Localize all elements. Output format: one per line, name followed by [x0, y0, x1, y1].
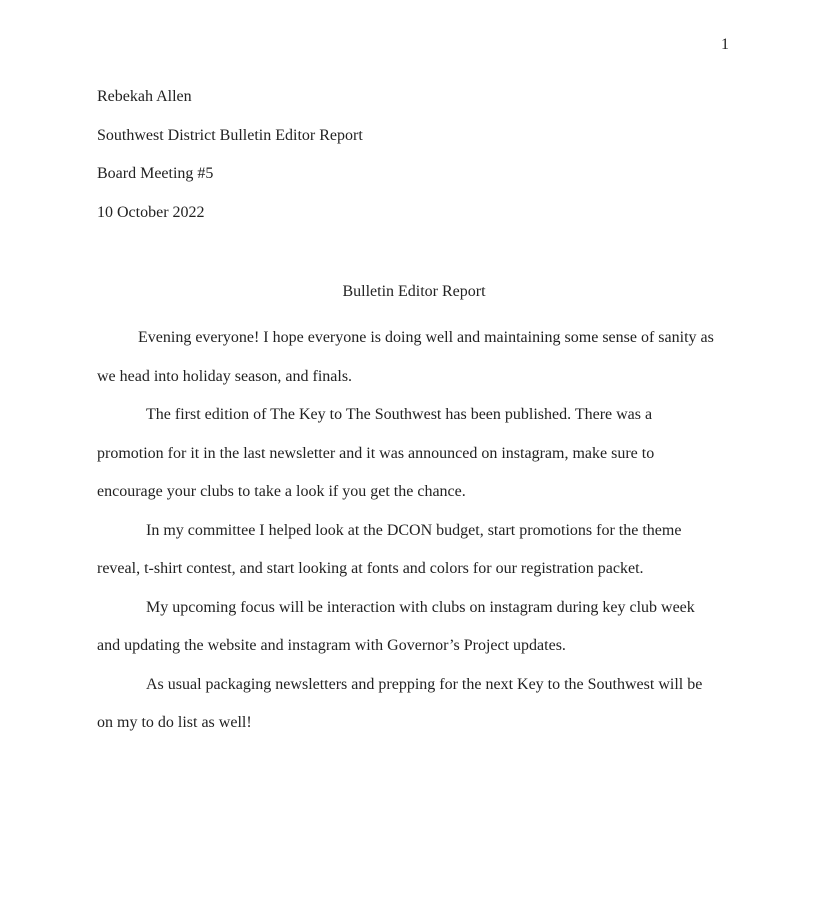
report-title: Bulletin Editor Report	[342, 283, 486, 300]
paragraph	[97, 319, 731, 396]
report-date: 10 October 2022	[97, 203, 205, 221]
paragraph-line: As usual packaging newsletters and prepping for the next Key to the Southwest will be	[146, 675, 703, 693]
paragraph	[97, 512, 731, 589]
author-name: Rebekah Allen	[97, 88, 192, 105]
paragraph-line: on my to do list as well!	[97, 714, 252, 731]
document-header	[97, 87, 737, 241]
paragraph-line: we head into holiday season, and finals.	[97, 367, 353, 385]
report-name: Southwest District Bulletin Editor Report	[97, 126, 363, 144]
report-body	[97, 319, 731, 743]
paragraph	[97, 589, 731, 666]
paragraph-line: reveal, t-shirt contest, and start looking at fonts and colors for our registration packet.	[97, 560, 644, 577]
paragraph	[97, 666, 731, 743]
meeting-label: Board Meeting #5	[97, 165, 214, 182]
paragraph-line: promotion for it in the last newsletter and it was announced on instagram, make sure to	[97, 444, 655, 462]
paragraph-line: The first edition of The Key to The Southwest has been published. There was a	[146, 406, 653, 423]
paragraph-line: encourage your clubs to take a look if you get the chance.	[97, 483, 466, 500]
paragraph-line: and updating the website and instagram with Governor’s Project updates.	[97, 637, 566, 654]
paragraph	[97, 396, 731, 512]
page-number: 1	[721, 36, 729, 53]
paragraph-line: In my committee I helped look at the DCON budget, start promotions for the theme	[146, 521, 682, 539]
paragraph-line: Evening everyone! I hope everyone is doing well and maintaining some sense of sanity as	[138, 329, 714, 346]
paragraph-line: My upcoming focus will be interaction with clubs on instagram during key club week	[146, 598, 695, 616]
